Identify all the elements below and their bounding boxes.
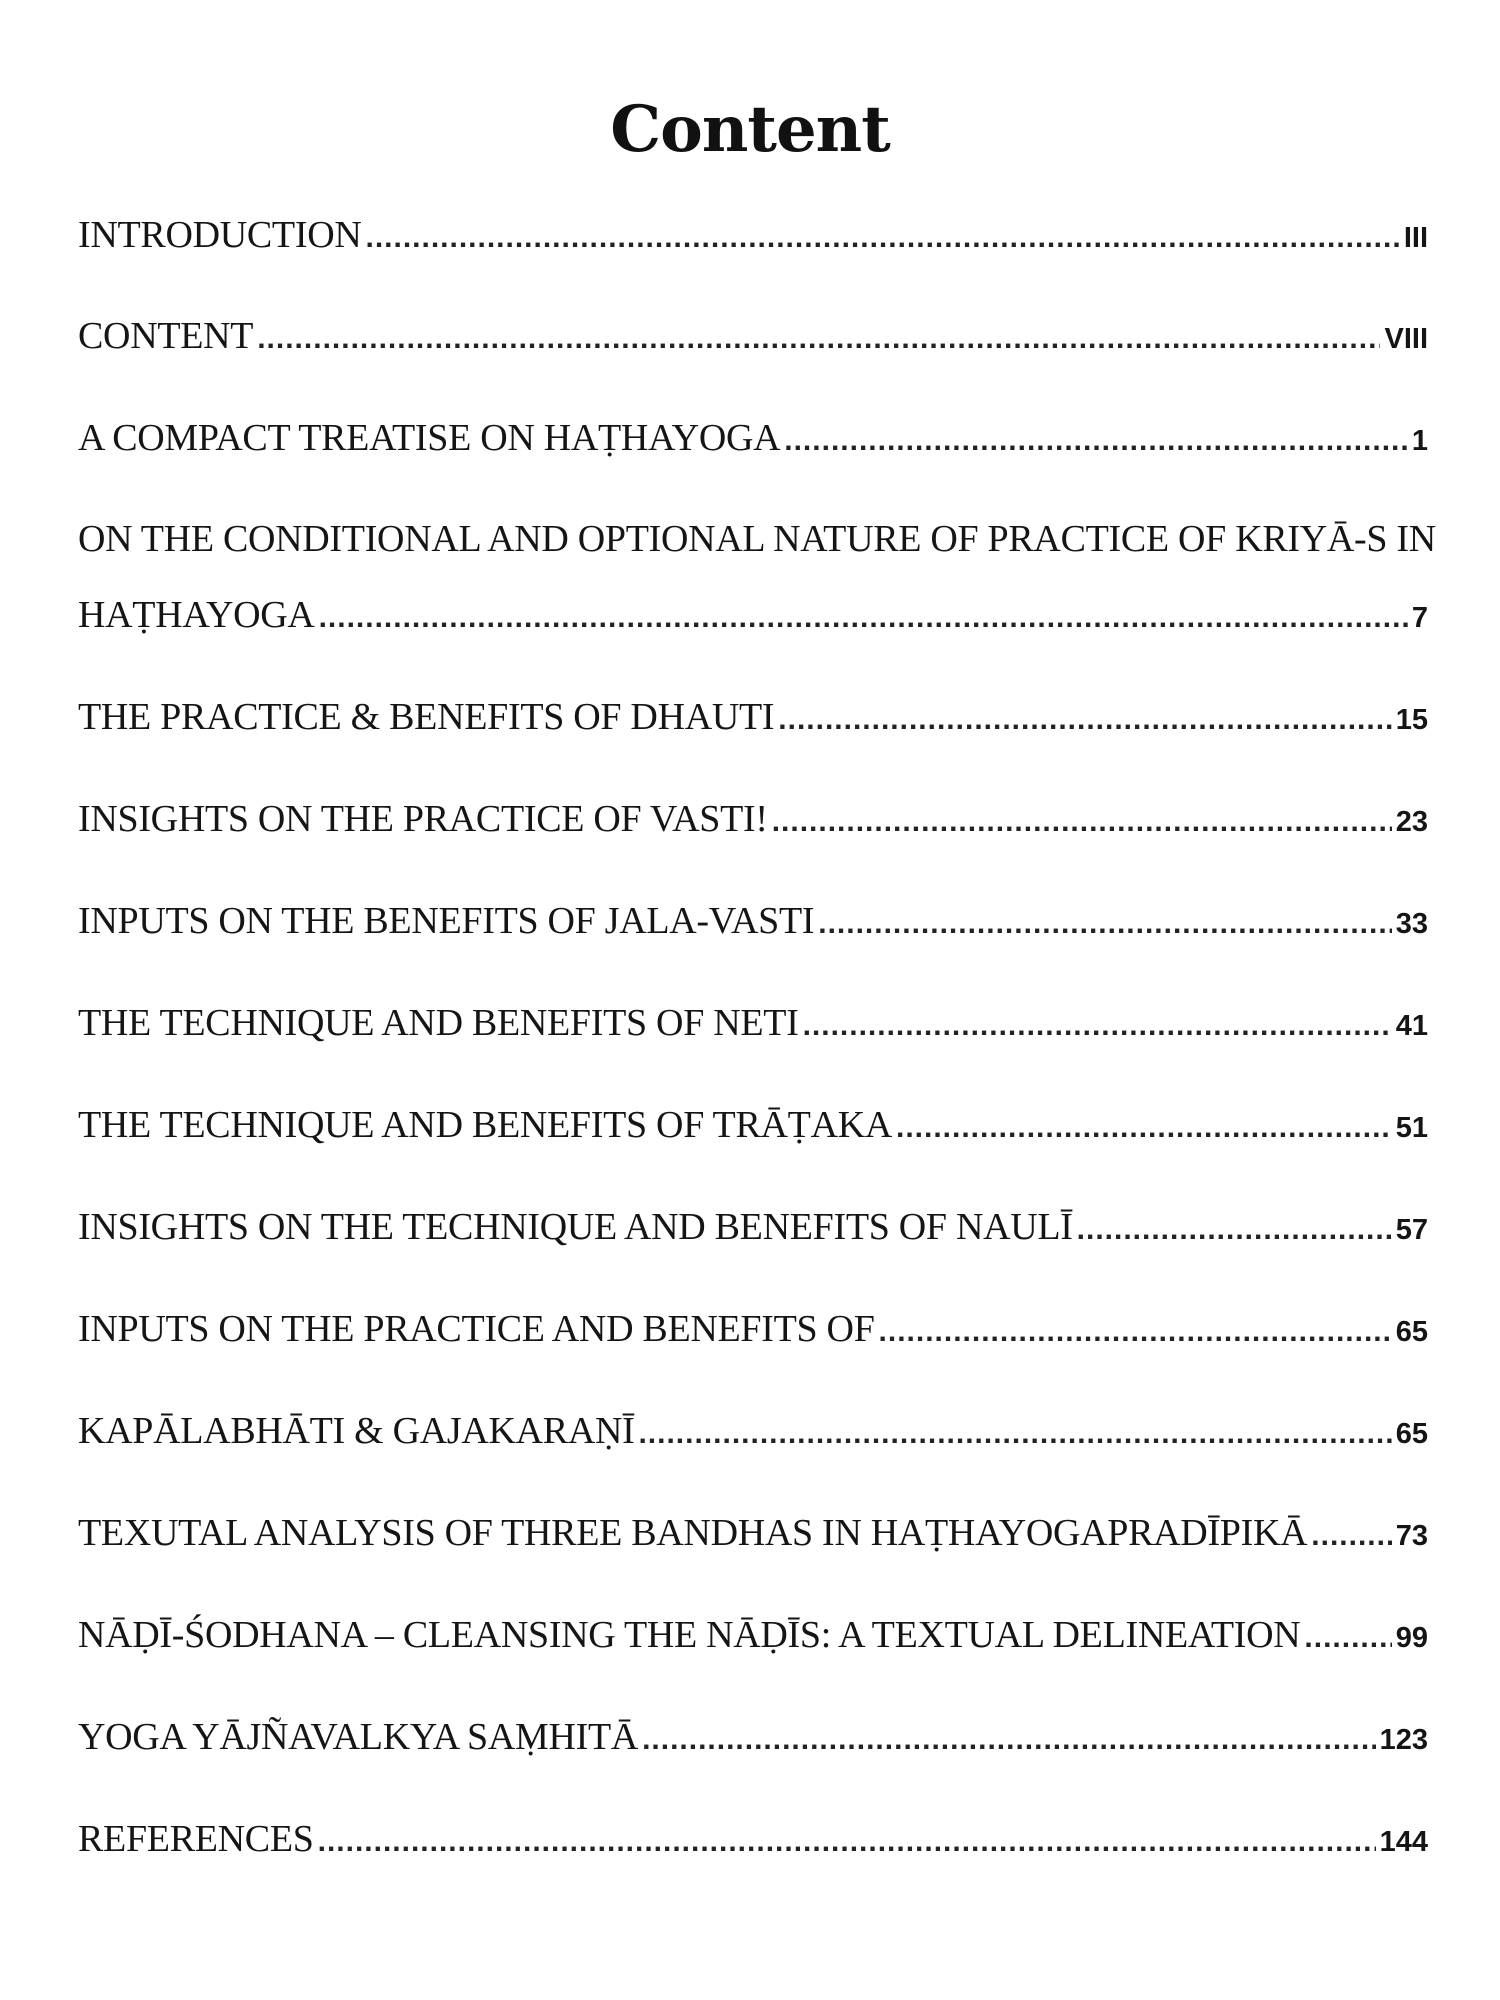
toc-page-number: 15 [1395,704,1428,736]
toc-dot-leader [772,797,1392,847]
toc-entry-title: NĀḌĪ-ŚODHANA – CLEANSING THE NĀḌĪS: A TEXTUAL DELINEATION [78,1614,1301,1656]
toc-entry-conditional-line2 [78,590,1428,640]
toc-dot-leader [365,213,1399,263]
toc-entry-title: YOGA YĀJÑAVALKYA SAṂHITĀ [78,1716,639,1758]
toc-dot-leader [879,1307,1392,1357]
toc-entry-title: ON THE CONDITIONAL AND OPTIONAL NATURE OF PRACTICE OF KRIYĀ-S IN [78,518,1436,560]
toc-entry-bandhas [78,1508,1428,1558]
toc-entry-title: TEXUTAL ANALYSIS OF THREE BANDHAS IN HAṬHAYOGAPRADĪPIKĀ [78,1512,1308,1554]
toc-entry-title: THE PRACTICE & BENEFITS OF DHAUTI [78,696,775,738]
toc-entry-title: INPUTS ON THE PRACTICE AND BENEFITS OF [78,1308,875,1350]
toc-entry-title: INSIGHTS ON THE TECHNIQUE AND BENEFITS OF NAULĪ [78,1206,1073,1248]
toc-entry-nadi-sodhana [78,1610,1428,1660]
toc-page-number: VIII [1384,323,1428,355]
toc-entry-trataka [78,1100,1428,1150]
toc-page-number: 65 [1395,1316,1428,1348]
toc-page-number: 51 [1395,1112,1428,1144]
toc-page-number: 99 [1395,1622,1428,1654]
toc-entry-title: THE TECHNIQUE AND BENEFITS OF NETI [78,1002,799,1044]
toc-page-number: 65 [1395,1418,1428,1450]
toc-dot-leader [896,1103,1392,1153]
toc-entry-title: THE TECHNIQUE AND BENEFITS OF TRĀṬAKA [78,1104,892,1146]
toc-page-number: 7 [1411,602,1428,634]
toc-entry-yoga-yajnavalkya [78,1712,1428,1762]
toc-dot-leader [784,416,1408,466]
toc-dot-leader [318,1817,1376,1867]
toc-entry-title: REFERENCES [78,1818,314,1860]
toc-page-number: 144 [1379,1826,1428,1858]
toc-entry-content [78,311,1428,361]
toc-dot-leader [1311,1511,1391,1561]
toc-entry-title: KAPĀLABHĀTI & GAJAKARAṆĪ [78,1410,635,1452]
toc-dot-leader [1304,1613,1391,1663]
toc-page-number: 41 [1395,1010,1428,1042]
toc-entry-title: INPUTS ON THE BENEFITS OF JALA-VASTI [78,900,815,942]
toc-page-number: 33 [1395,908,1428,940]
toc-dot-leader [803,1001,1392,1051]
toc-entry-nauli [78,1202,1428,1252]
toc-dot-leader [1077,1205,1392,1255]
toc-entry-vasti [78,794,1428,844]
toc-dot-leader [818,899,1392,949]
toc-entry-kapalabhati [78,1406,1428,1456]
toc-entry-conditional-line1 [78,514,1436,564]
toc-entry-introduction [78,210,1428,260]
toc-page-number: 123 [1379,1724,1428,1756]
toc-page-number: 23 [1395,806,1428,838]
toc-entry-title: A COMPACT TREATISE ON HAṬHAYOGA [78,417,781,459]
toc-entry-dhauti [78,692,1428,742]
toc-dot-leader [319,593,1408,643]
toc-page-number: 1 [1411,425,1428,457]
toc-entry-compact-treatise [78,413,1428,463]
page-title: Content [610,92,890,167]
toc-dot-leader [257,314,1380,364]
toc-dot-leader [642,1715,1376,1765]
toc-entry-title: CONTENT [78,315,254,357]
toc-entry-jala-vasti [78,896,1428,946]
toc-entry-references [78,1814,1428,1864]
toc-entry-title: INTRODUCTION [78,214,362,256]
toc-dot-leader [638,1409,1391,1459]
toc-page-number: 57 [1395,1214,1428,1246]
toc-dot-leader [778,695,1391,745]
toc-entry-title: INSIGHTS ON THE PRACTICE OF VASTI! [78,798,768,840]
toc-entry-inputs-practice [78,1304,1428,1354]
toc-page-number: 73 [1395,1520,1428,1552]
toc-entry-neti [78,998,1428,1048]
toc-entry-title: HAṬHAYOGA [78,594,315,636]
toc-page-number: III [1403,222,1428,254]
